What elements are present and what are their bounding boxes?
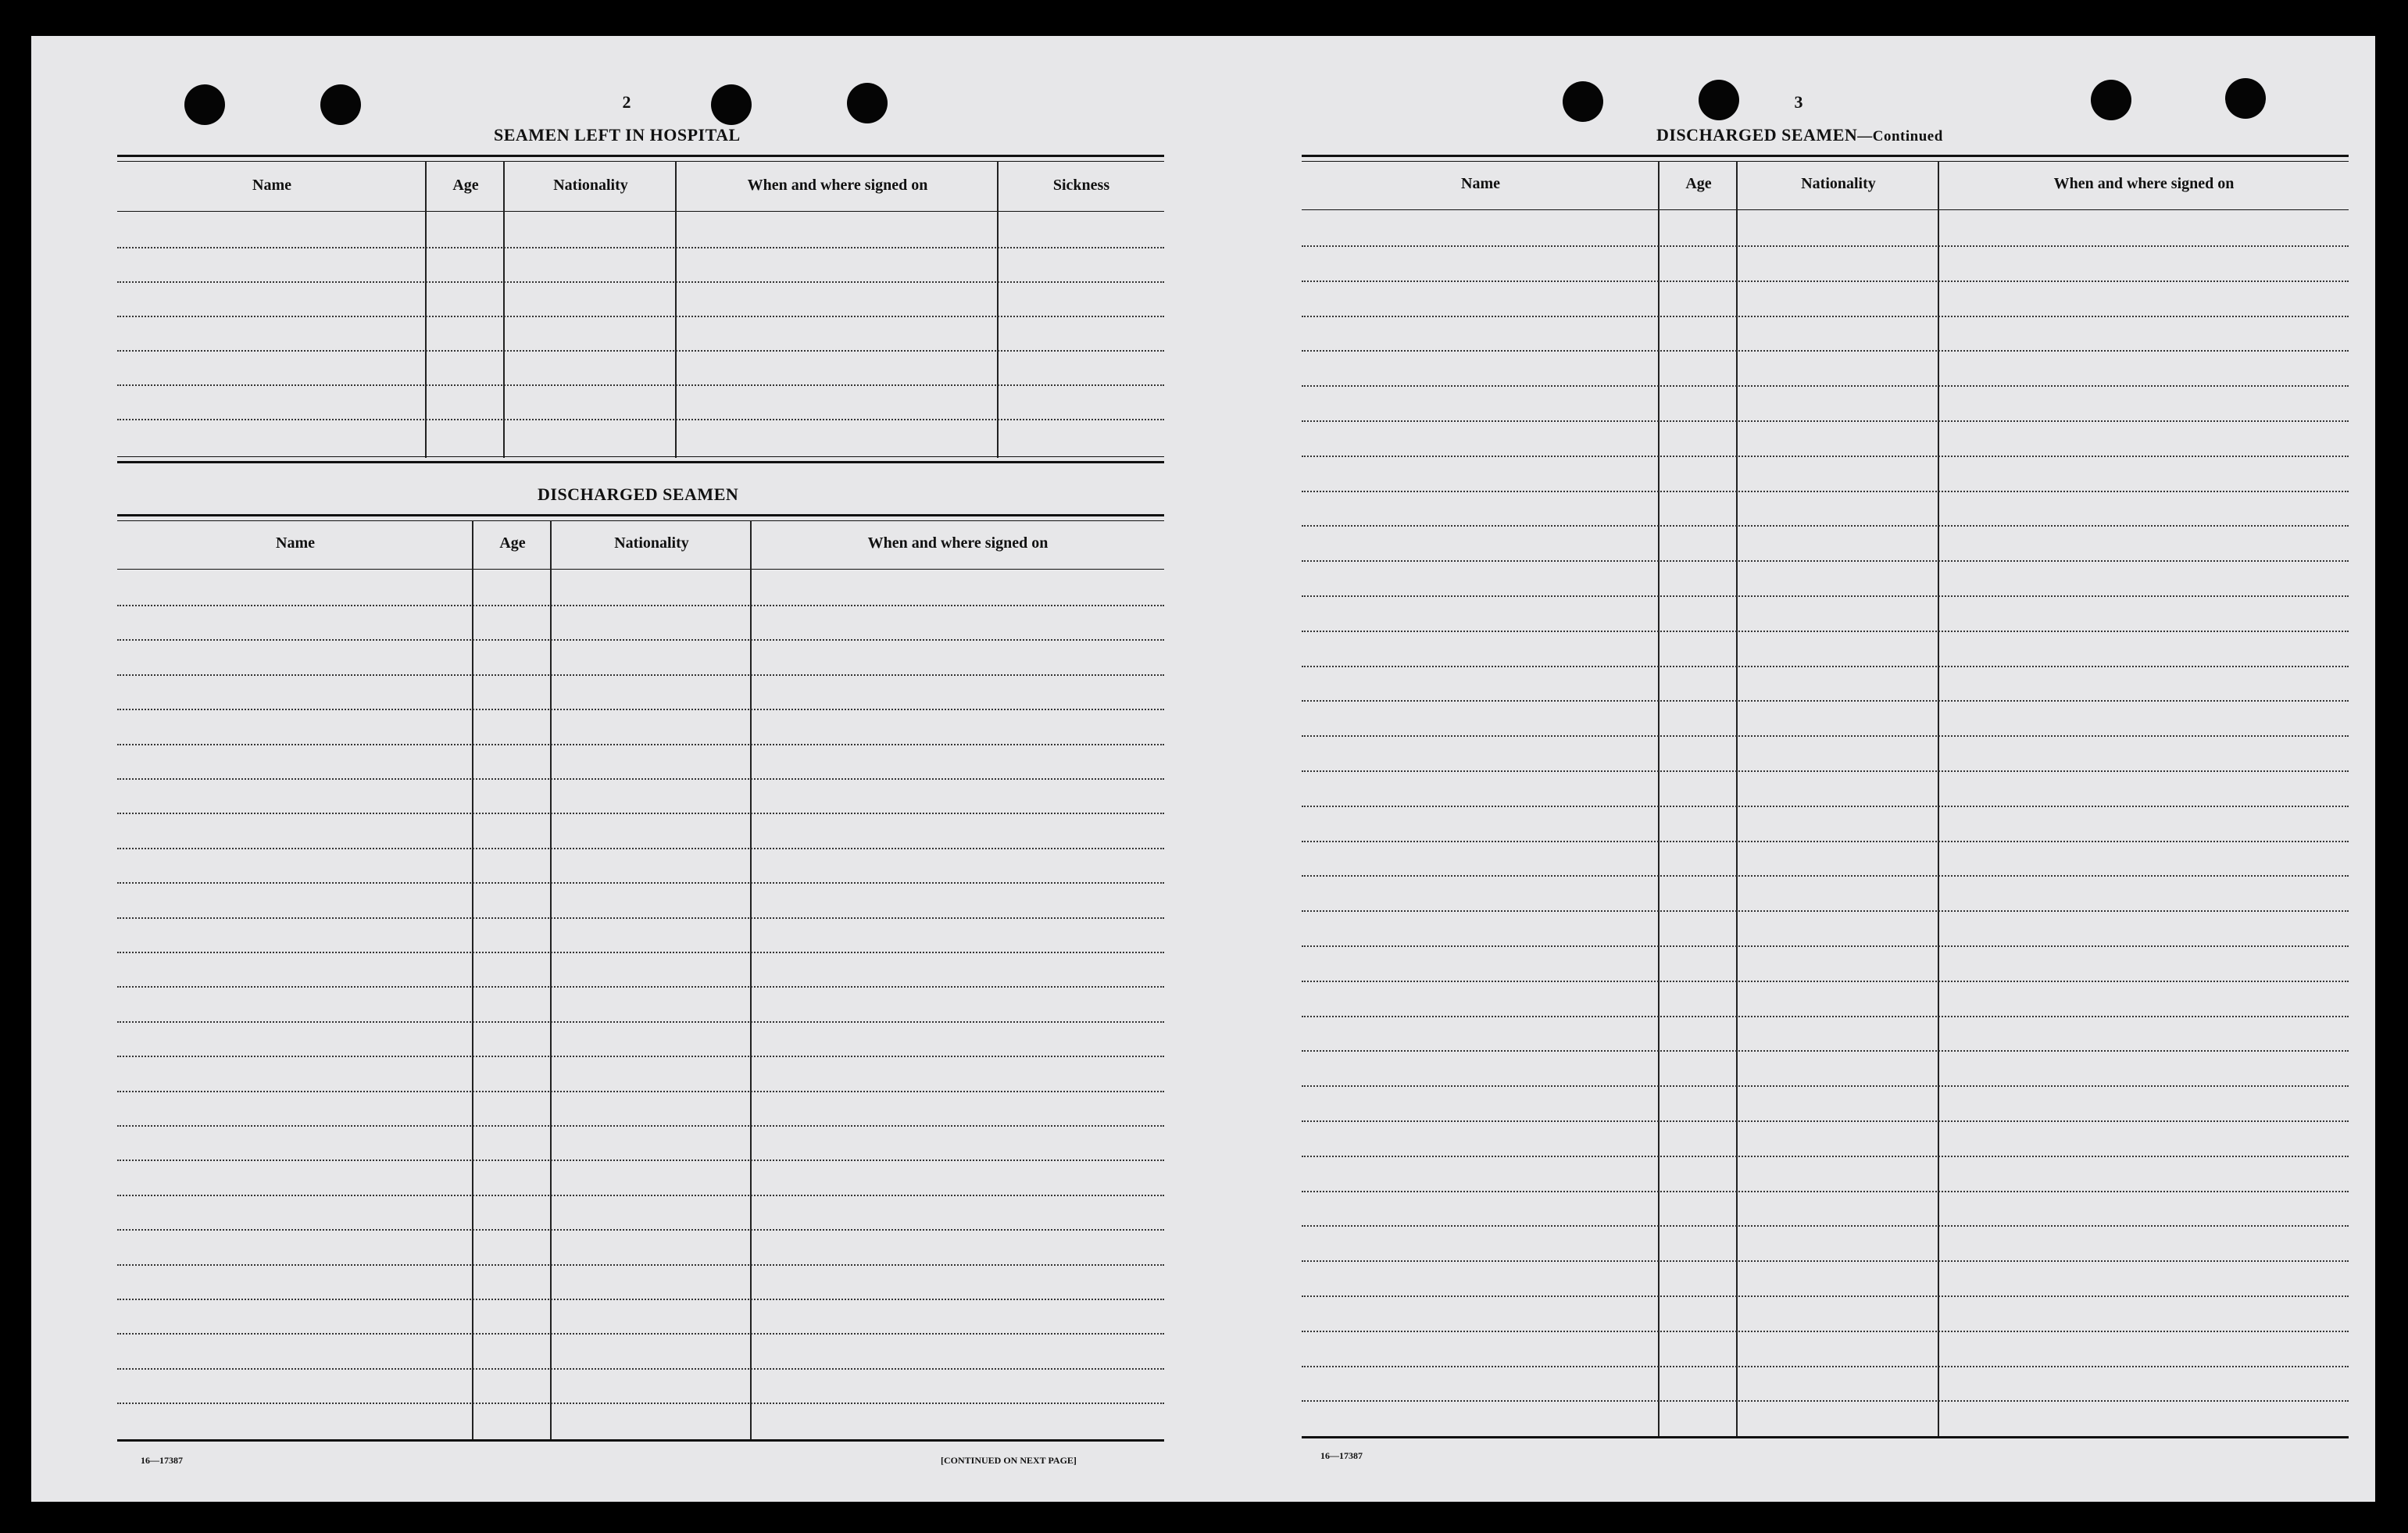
entry-line — [117, 778, 1164, 780]
entry-line — [117, 350, 1164, 352]
entry-line — [117, 1368, 1164, 1370]
entry-line — [1302, 350, 2349, 352]
table-bottom-rule — [117, 1439, 1164, 1442]
entry-line — [117, 986, 1164, 988]
column-divider — [503, 161, 505, 458]
punch-hole — [320, 84, 361, 125]
entry-line — [117, 1160, 1164, 1161]
column-divider — [750, 520, 752, 1439]
entry-line — [1302, 316, 2349, 317]
punch-hole — [2091, 80, 2131, 120]
entry-line — [117, 848, 1164, 849]
column-divider — [550, 520, 552, 1439]
entry-line — [117, 1091, 1164, 1092]
form-sheet — [31, 36, 2375, 1502]
entry-line — [117, 1056, 1164, 1057]
entry-line — [1302, 245, 2349, 247]
table-top-rule — [1302, 155, 2349, 157]
entry-line — [1302, 1260, 2349, 1262]
entry-line — [117, 316, 1164, 317]
column-header-name: Name — [252, 177, 291, 194]
entry-line — [117, 1229, 1164, 1231]
entry-line — [117, 744, 1164, 745]
punch-hole — [847, 83, 888, 123]
punch-hole — [1563, 81, 1603, 122]
entry-line — [1302, 910, 2349, 912]
form-number: 16—17387 — [141, 1455, 183, 1466]
entry-line — [117, 1403, 1164, 1404]
column-header-signed-on: When and where signed on — [867, 534, 1049, 552]
entry-line — [117, 1195, 1164, 1196]
entry-line — [117, 419, 1164, 420]
column-divider — [1736, 161, 1738, 1436]
column-header-name: Name — [1461, 175, 1500, 192]
column-header-name: Name — [276, 534, 315, 552]
column-divider — [1658, 161, 1660, 1436]
column-header-age: Age — [1685, 175, 1712, 192]
section-title-discharged-continued — [1656, 125, 1943, 145]
continued-note: [CONTINUED ON NEXT PAGE] — [941, 1455, 1077, 1466]
entry-line — [117, 1125, 1164, 1127]
entry-line — [1302, 1295, 2349, 1297]
entry-line — [1302, 281, 2349, 282]
entry-line — [1302, 595, 2349, 597]
entry-line — [1302, 875, 2349, 877]
page-number: 3 — [1794, 92, 1803, 112]
entry-line — [117, 281, 1164, 283]
entry-line — [117, 709, 1164, 710]
table-bottom-rule — [1302, 1436, 2349, 1438]
table-top-rule — [117, 520, 1164, 521]
column-header-signed-on: When and where signed on — [2053, 175, 2235, 192]
entry-line — [1302, 1366, 2349, 1367]
column-divider — [997, 161, 999, 458]
entry-line — [117, 952, 1164, 953]
entry-line — [1302, 806, 2349, 807]
entry-line — [1302, 1016, 2349, 1017]
column-header-age: Age — [452, 177, 479, 194]
entry-line — [1302, 1400, 2349, 1402]
column-header-age: Age — [499, 534, 526, 552]
entry-line — [1302, 491, 2349, 492]
section-title-hospital: SEAMEN LEFT IN HOSPITAL — [494, 125, 741, 145]
column-divider — [1938, 161, 1939, 1436]
form-number: 16—17387 — [1320, 1450, 1363, 1461]
entry-line — [117, 1333, 1164, 1335]
entry-line — [117, 639, 1164, 641]
entry-line — [1302, 1050, 2349, 1052]
entry-line — [1302, 1120, 2349, 1122]
entry-line — [1302, 981, 2349, 982]
column-header-nationality: Nationality — [553, 177, 628, 194]
entry-line — [117, 813, 1164, 814]
punch-hole — [184, 84, 225, 125]
entry-line — [117, 1299, 1164, 1300]
entry-line — [1302, 1156, 2349, 1157]
entry-line — [1302, 770, 2349, 772]
entry-line — [1302, 631, 2349, 632]
page-number: 2 — [622, 92, 631, 112]
column-header-signed-on: When and where signed on — [747, 177, 928, 194]
table-top-rule — [117, 161, 1164, 162]
entry-line — [117, 882, 1164, 884]
entry-line — [117, 247, 1164, 248]
entry-line — [1302, 1191, 2349, 1192]
punch-hole — [2225, 78, 2266, 119]
entry-line — [1302, 1085, 2349, 1087]
header-underline — [117, 211, 1164, 212]
column-header-sickness: Sickness — [1052, 177, 1110, 194]
entry-line — [117, 1021, 1164, 1023]
table-top-rule — [117, 155, 1164, 157]
entry-line — [117, 605, 1164, 606]
table-bottom-rule — [117, 456, 1164, 457]
punch-hole — [1699, 80, 1739, 120]
header-underline — [1302, 209, 2349, 210]
entry-line — [1302, 1331, 2349, 1332]
column-divider — [425, 161, 427, 458]
entry-line — [1302, 945, 2349, 947]
header-underline — [117, 569, 1164, 570]
entry-line — [1302, 666, 2349, 667]
column-divider — [472, 520, 473, 1439]
punch-hole — [711, 84, 752, 125]
entry-line — [117, 674, 1164, 676]
entry-line — [117, 917, 1164, 919]
entry-line — [1302, 1225, 2349, 1227]
section-title-discharged: DISCHARGED SEAMEN — [538, 484, 739, 504]
entry-line — [1302, 525, 2349, 527]
entry-line — [1302, 385, 2349, 387]
entry-line — [1302, 560, 2349, 562]
section-title-text: DISCHARGED SEAMEN — [1656, 125, 1858, 145]
column-header-nationality: Nationality — [614, 534, 689, 552]
entry-line — [117, 1264, 1164, 1266]
entry-line — [1302, 420, 2349, 422]
column-divider — [675, 161, 677, 458]
entry-line — [1302, 456, 2349, 457]
entry-line — [1302, 735, 2349, 737]
table-top-rule — [117, 514, 1164, 516]
table-bottom-rule — [117, 461, 1164, 463]
entry-line — [117, 384, 1164, 386]
column-header-nationality: Nationality — [1801, 175, 1876, 192]
section-title-suffix: —Continued — [1857, 128, 1943, 145]
entry-line — [1302, 841, 2349, 842]
entry-line — [1302, 700, 2349, 702]
table-top-rule — [1302, 161, 2349, 162]
